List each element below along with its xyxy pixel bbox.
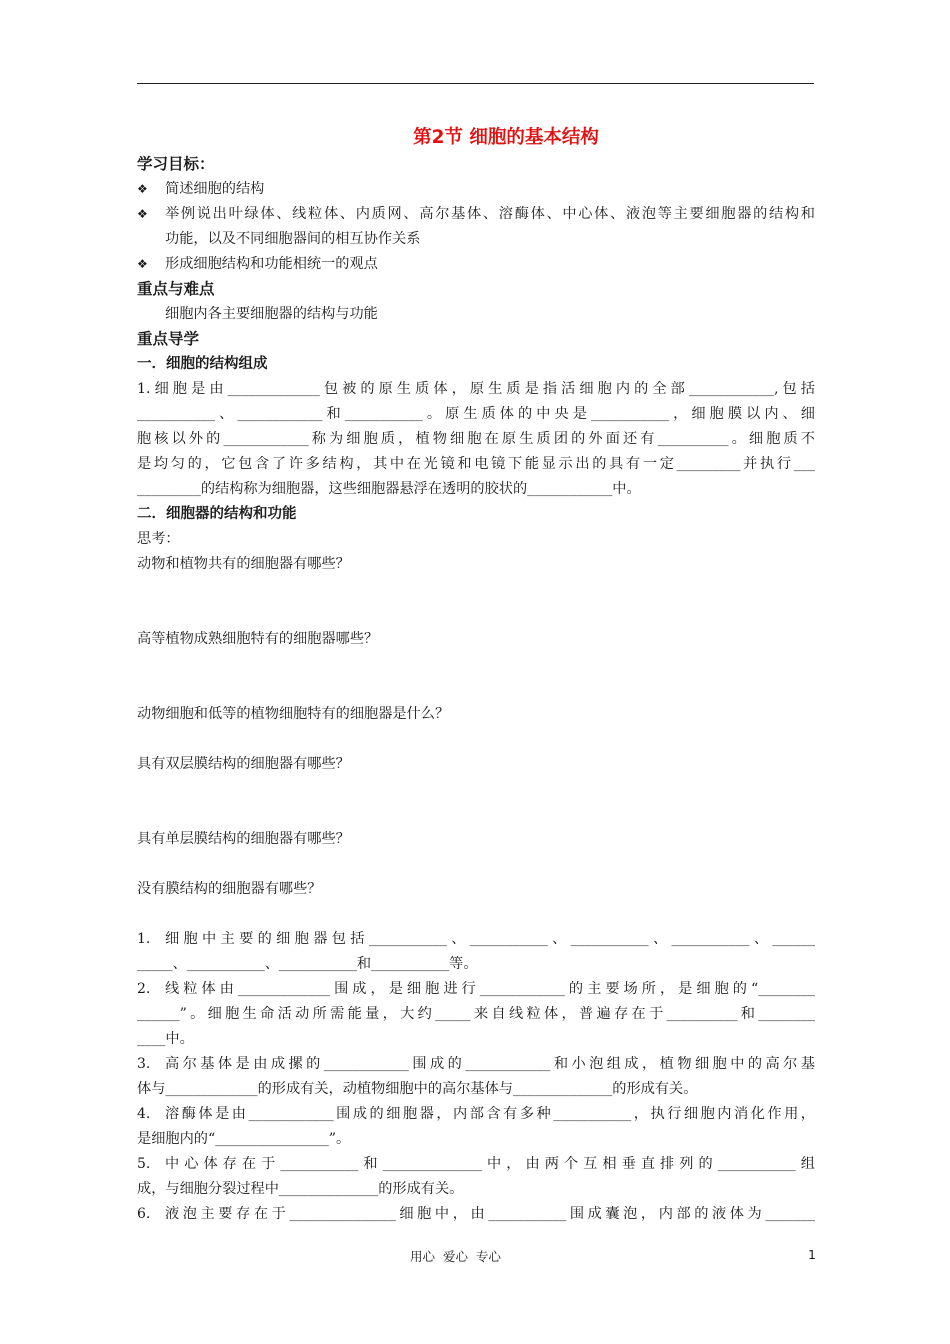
objective-item: ❖ 举例说出叶绿体、线粒体、内质网、高尔基体、溶酶体、中心体、液泡等主要细胞器的结构和 bbox=[137, 202, 815, 227]
item-number: 6. bbox=[137, 1206, 151, 1222]
page-title: 第2节 细胞的基本结构 bbox=[413, 127, 599, 148]
item-number: 3. bbox=[137, 1056, 151, 1072]
question: 具有单层膜结构的细胞器有哪些？ bbox=[137, 831, 350, 847]
footer-motto: 用心 爱心 专心 bbox=[410, 1249, 501, 1264]
fill-item-continued: ______”。细胞生命活动所需能量，大约_____来自线粒体，普遍存在于__________和________ bbox=[137, 1006, 815, 1022]
fill-item: 1. 细胞中主要的细胞器包括___________、___________、___________、___________、______ bbox=[137, 927, 815, 952]
answer-space bbox=[137, 902, 815, 927]
fill-item: 4. 溶酶体是由____________围成的细胞器，内部含有多种___________，执行细胞内消化作用， bbox=[137, 1102, 815, 1127]
section1-line: 1.细胞是由_____________包被的原生质体，原生质是指活细胞内的全部____________,包括 bbox=[137, 381, 815, 397]
diamond-bullet-icon: ❖ bbox=[137, 207, 148, 221]
answer-space bbox=[137, 777, 815, 827]
fill-item-continued: 是细胞内的“________________”。 bbox=[137, 1131, 351, 1147]
answer-space bbox=[137, 577, 815, 627]
fill-item: 2. 线粒体由_____________围成，是细胞进行____________的主要场所，是细胞的“________ bbox=[137, 977, 815, 1002]
fill-item-continued: ____中。 bbox=[137, 1031, 194, 1047]
header-rule bbox=[137, 83, 814, 84]
section1-line: ___________、____________和___________。原生质体的中央是___________，细胞膜以内、细 bbox=[137, 406, 815, 422]
question: 具有双层膜结构的细胞器有哪些？ bbox=[137, 756, 350, 772]
objective-item: ❖ 简述细胞的结构 bbox=[137, 177, 815, 202]
section1-line: 是均匀的，它包含了许多结构，其中在光镜和电镜下能显示出的具有一定_________并执行___ bbox=[137, 456, 815, 472]
objectives-heading: 学习目标： bbox=[137, 155, 215, 173]
think-label: 思考： bbox=[137, 531, 180, 547]
answer-space bbox=[137, 652, 815, 702]
fill-item: 5. 中心体存在于___________和______________中，由两个互相垂直排列的___________组 bbox=[137, 1152, 815, 1177]
section1-heading: 一．细胞的结构组成 bbox=[137, 356, 268, 372]
fill-item-continued: 成，与细胞分裂过程中______________的形成有关。 bbox=[137, 1181, 464, 1197]
fill-item: 6. 液泡主要存在于_______________细胞中，由___________围成囊泡，内部的液体为_______ bbox=[137, 1202, 815, 1227]
fill-item: 3. 高尔基体是由成摞的____________围成的____________和小泡组成，植物细胞中的高尔基 bbox=[137, 1052, 815, 1077]
item-number: 5. bbox=[137, 1156, 151, 1172]
question: 高等植物成熟细胞特有的细胞器哪些？ bbox=[137, 631, 379, 647]
item-number: 1. bbox=[137, 931, 151, 947]
document-body bbox=[137, 124, 815, 1227]
fill-item-continued: 体与_____________的形成有关，动植物细胞中的高尔基体与______________的形成有关。 bbox=[137, 1081, 698, 1097]
item-number: 2. bbox=[137, 981, 151, 997]
objective-item: ❖ 形成细胞结构和功能相统一的观点 bbox=[137, 252, 815, 277]
objective-item-continued: 功能，以及不同细胞器间的相互协作关系 bbox=[165, 231, 421, 247]
question: 没有膜结构的细胞器有哪些？ bbox=[137, 881, 322, 897]
guide-heading: 重点导学 bbox=[137, 330, 200, 348]
diamond-bullet-icon: ❖ bbox=[137, 257, 148, 271]
key-points-text: 细胞内各主要细胞器的结构与功能 bbox=[165, 306, 378, 322]
question: 动物和植物共有的细胞器有哪些？ bbox=[137, 556, 350, 572]
key-points-heading: 重点与难点 bbox=[137, 280, 215, 298]
fill-item-continued: _____、___________、___________和___________等。 bbox=[137, 956, 478, 972]
section2-heading: 二．细胞器的结构和功能 bbox=[137, 506, 297, 522]
section1-line: 胞核以外的____________称为细胞质，植物细胞在原生质团的外面还有__________。细胞质不 bbox=[137, 431, 815, 447]
question: 动物细胞和低等的植物细胞特有的细胞器是什么？ bbox=[137, 706, 450, 722]
page-number: 1 bbox=[808, 1247, 816, 1262]
answer-space bbox=[137, 727, 815, 752]
answer-space bbox=[137, 852, 815, 877]
diamond-bullet-icon: ❖ bbox=[137, 182, 148, 196]
section1-line: _________的结构称为细胞器，这些细胞器悬浮在透明的胶状的____________中。 bbox=[137, 481, 641, 497]
item-number: 4. bbox=[137, 1106, 151, 1122]
